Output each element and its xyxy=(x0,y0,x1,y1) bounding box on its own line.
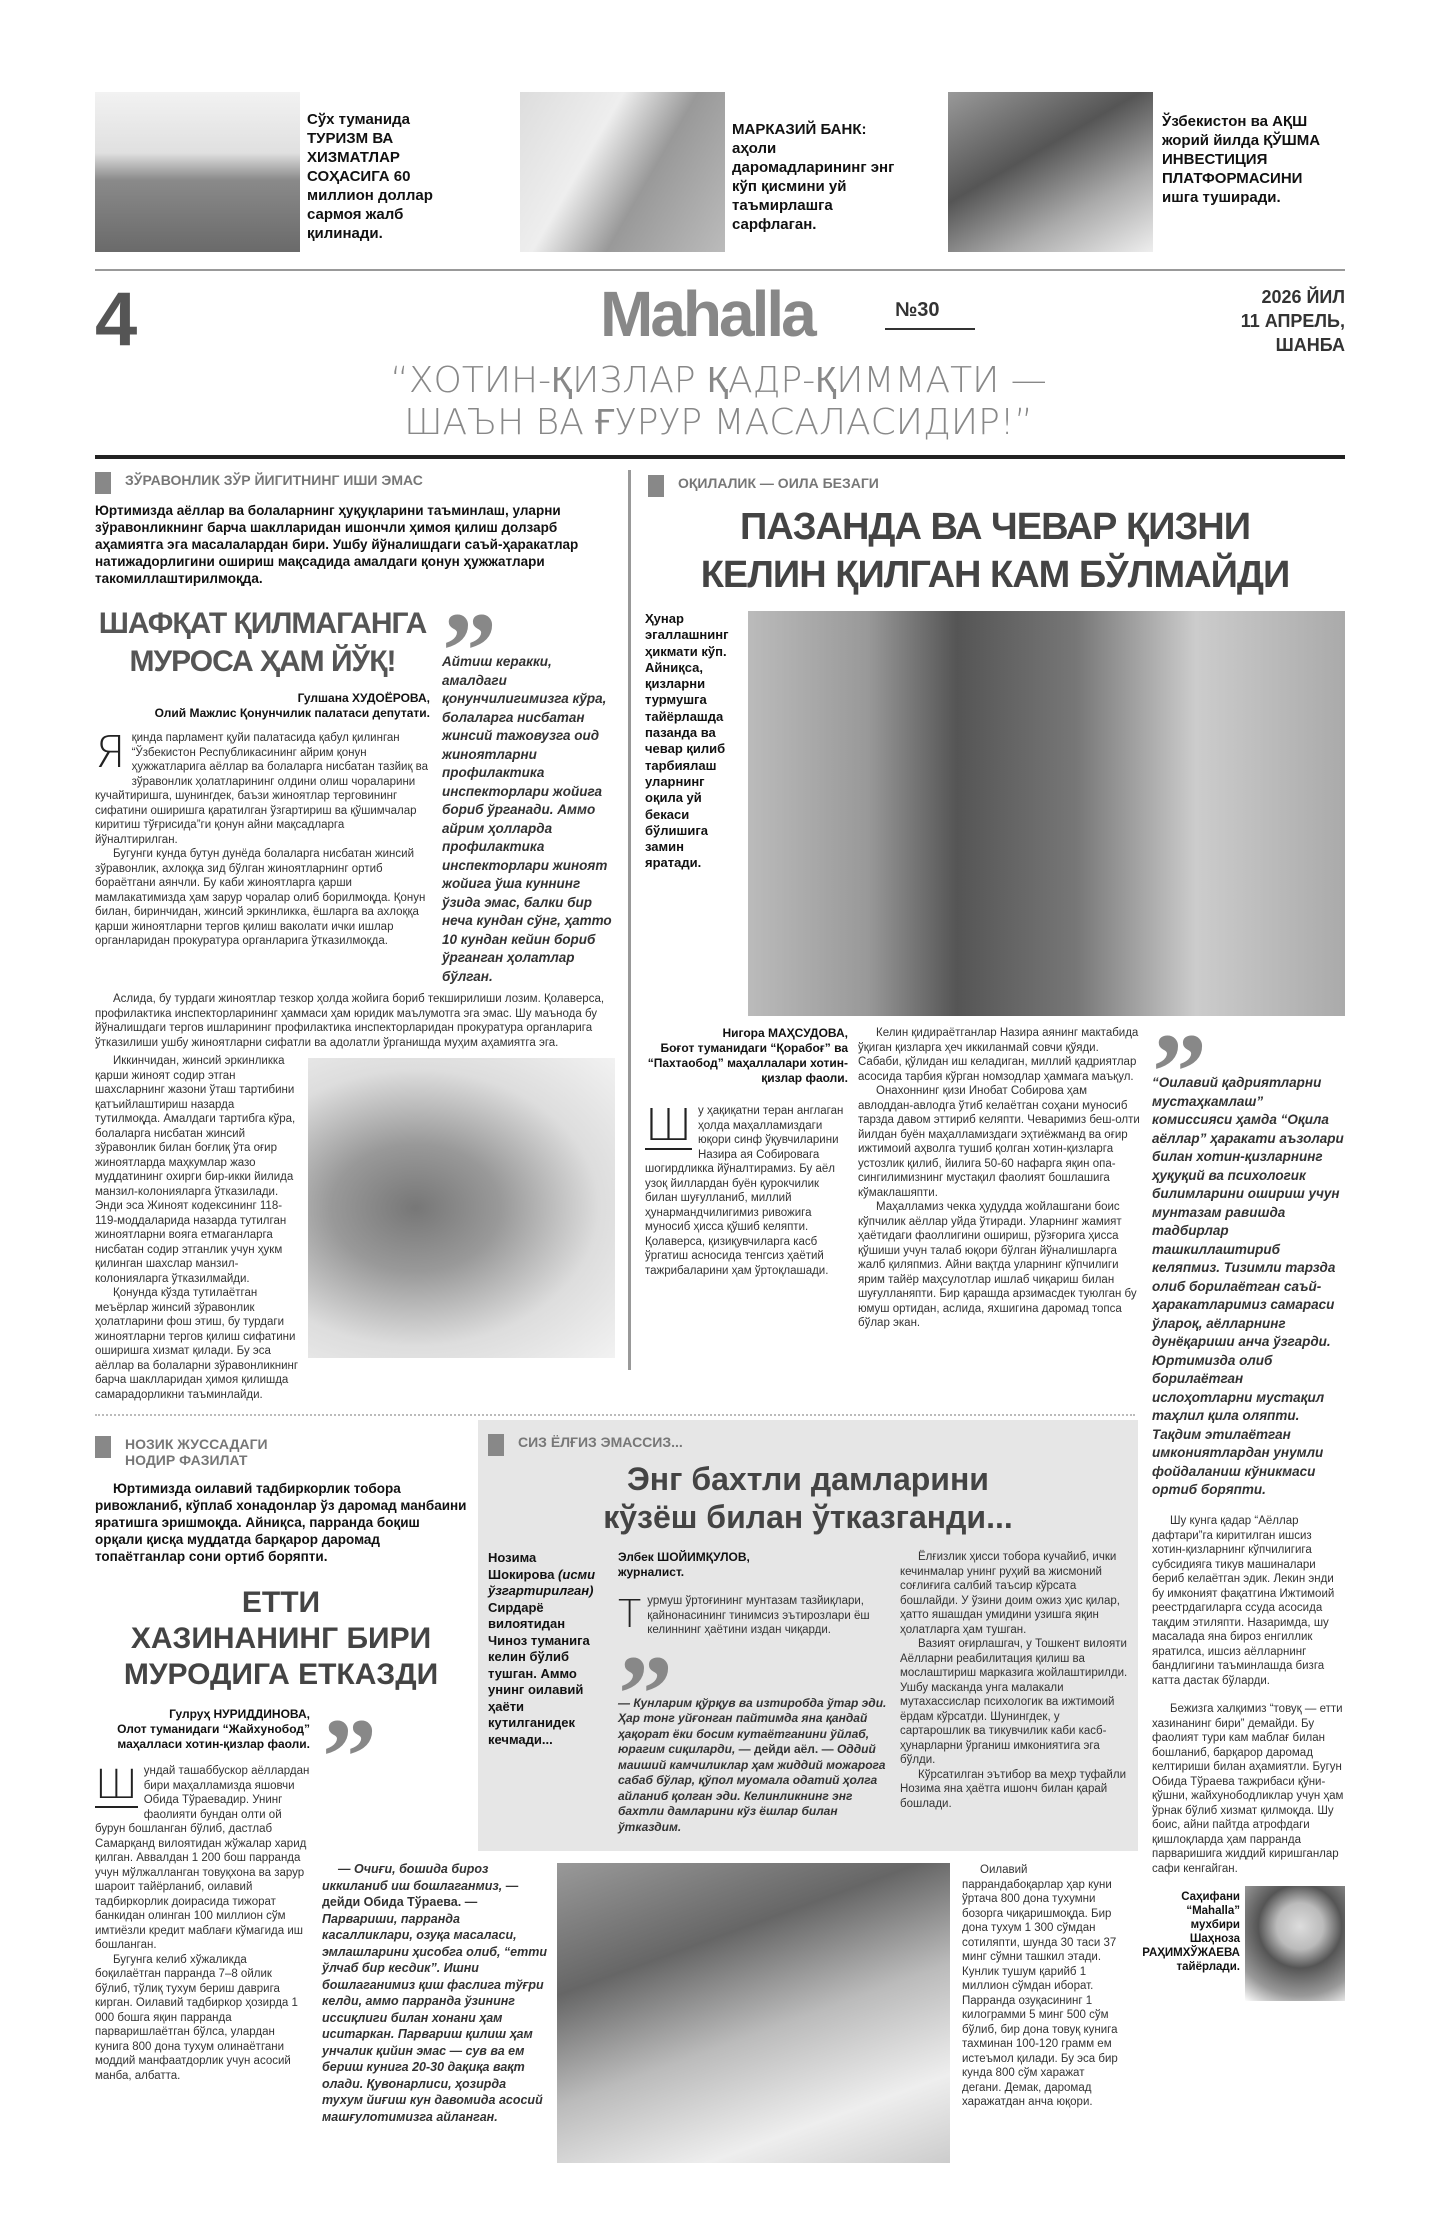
slogan xyxy=(0,360,1437,444)
article2-author-title: Боғот туманидаги “Қорабоғ” ва “Пахтаобод” маҳаллалари хотин-қизлар фаоли. xyxy=(647,1041,848,1085)
article3-pullquote-block xyxy=(322,1707,467,1759)
date-year: 2026 ЙИЛ xyxy=(1261,287,1345,307)
article1-headline-line2: МУРОСА ҲАМ ЙЎҚ! xyxy=(129,645,396,678)
article2-photo-women[interactable] xyxy=(748,611,1345,1016)
article4-headline-line2: кўзёш билан ўтказганди... xyxy=(603,1499,1013,1535)
date-day: 11 АПРЕЛЬ, xyxy=(1240,311,1345,331)
column-divider xyxy=(628,470,631,1370)
article4-byline xyxy=(618,1550,888,1580)
article3-headline-line3: МУРОДИГА ЕТКАЗДИ xyxy=(123,1658,439,1691)
article1-kicker: ЗЎРАВОНЛИК ЗЎР ЙИГИТНИНГ ИШИ ЭМАС xyxy=(95,472,495,488)
masthead-divider xyxy=(95,455,1345,459)
dropcap: Ш xyxy=(645,1100,692,1151)
article4-box xyxy=(478,1420,1138,1851)
article2-col2 xyxy=(858,1026,1140,1331)
teaser-3[interactable]: Ўзбекистон ва АҚШ жорий йилда ҚЎШМА ИНВЕСТИЦИЯ ПЛАТФОРМАСИНИ ишга туширади. xyxy=(1162,113,1321,206)
article4-paragraph: Турмуш ўртоғининг мунтазам тазйиқлари, қайнонасининг тинимсиз эътирозлари ёш келиннинг ҳаётини издан чиқарди. xyxy=(618,1594,870,1636)
article4-author: Элбек ШОЙИМҚУЛОВ, xyxy=(618,1550,750,1564)
article4-headline xyxy=(488,1460,1128,1536)
article1-paragraph: Яқинда парламент қуйи палатасида қабул қилинган “Ўзбекистон Республикасининг айрим қонун ҳужжатларига аёллар ва болаларга нисбатан тазйиқ ва зўравонлик ҳолатларининг олдини олиш чораларини кучайтиришга, шунингдек, баъзи жиноятлар терговининг сифатини оширишга қаратилган ўзгартириш ва қўшимчалар киритиш тўғрисида”ги қонун айни мақсадларга йўналтирилган. xyxy=(95,727,429,846)
article3-lead: Юртимизда оилавий тадбиркорлик тобора ривожланиб, кўплаб хонадонлар ўз даромад манбаини яратишга эришмоқда. Айниқса, парранда боқиш орқали қисқа муддатда барқарор даромад топаётганлар сони ортиб боряпти. xyxy=(95,1481,467,1564)
article3-paragraph: Ш ундай ташаббускор аёллардан бири маҳалламизда яшовчи Обида Тўраевадир. Унинг фаолияти бундан олти ой бурун бошланган бўлиб, дастлаб Самарқанд вилоятидан жўжалар харид қилган. Аввалдан 1 200 бош парранда учун мўлжалланган товуқхона ва зарур шароит тайёрланиб, оилавий тадбиркорлик доирасида тижорат банкидан олинган 100 миллион сўм имтиёзли кредит маблағи кўмагида иш бошланган. xyxy=(95,1762,310,1951)
issue-date xyxy=(1241,285,1345,357)
article4-headline-line1: Энг бахтли дамларини xyxy=(627,1461,989,1497)
article1-paragraph: Бугунги кунда бутун дунёда болаларга нисбатан жинсий зўравонлик, ахлоққа зид бўлган жиноятларнинг ортиб бораётгани аянчли. Бу каби жиноятларга қарши мамлакатимизда ҳам зарур чоралар олиб борилмоқда. Қонун билан, биринчидан, жинсий эркинликка, ёшларга ва ахлоққа қарши жиноятларни тергов қилиш ваколати ички ишлар органларидан прокуратура органларига ўтказилмоқда. xyxy=(95,848,426,947)
teaser-1[interactable]: Сўх туманида ТУРИЗМ ВА ХИЗМАТЛАР СОҲАСИГА 60 миллион доллар сармоя жалб қилинади. xyxy=(307,111,433,242)
article1-paragraph: Иккинчидан, жинсий эркинликка қарши жиноят содир этган шахсларнинг жазони ўташ тартибини қатъийлаштириш назарда тутилмоқда. Амалдаги тартибга кўра, болаларга нисбатан жинсий зўравонлик билан боғлиқ ўта оғир жиноятларда маҳкумлар жазо муддатининг охирги бир-икки йилида манзил-колонияларга ўтказилади. Энди эса Жиноят кодексининг 118-119-моддаларида назарда тутилган жиноятларни вояга етмаганларга нисбатан содир этганлик учун ҳукм қилинган шахслар манзил-колонияларга ўтказилмайди. xyxy=(95,1055,296,1285)
slogan-line-1: “ХОТИН-ҚИЗЛАР ҚАДР-ҚИММАТИ — xyxy=(390,360,1047,401)
teaser-photo-flags[interactable] xyxy=(948,92,1153,252)
dropcap: Ш xyxy=(95,1762,138,1808)
credit-line: тайёрлади. xyxy=(1176,1961,1240,1973)
issue-underline xyxy=(885,328,975,330)
credit-line: Шаҳноза xyxy=(1189,1933,1240,1945)
quote-mark-icon xyxy=(442,601,615,653)
article3-paragraph: Бугунга келиб хўжаликда боқилаётган парранда 7–8 ойлик бўлиб, тўлиқ тухум бериш даврига кирган. Оилавий тадбиркор ҳозирда 1 000 бошга яқин парранда парваришлаётган бўлса, улардан кунига 800 дона тухум олинаётгани моддий манфаатдорлик учун асосий манба, албатта. xyxy=(95,1953,298,2082)
credit-line: Саҳифани xyxy=(1181,1891,1240,1903)
article3-headline-line2: ХАЗИНАНИНГ БИРИ xyxy=(130,1622,432,1655)
article1-paragraph: Қонунда кўзда тутилаётган меъёрлар жинсий зўравонлик ҳолатларини фош этиш, бу турдаги жиноятларни тергов қилиш сифатини оширишга хизмат қилади. Бу эса аёллар ва болаларни зўравонликнинг барча шаклларидан ҳимоя қилишда самарадорликни таъминлайди. xyxy=(95,1287,299,1401)
article2-headline xyxy=(645,503,1345,599)
article3-photo-poultry[interactable] xyxy=(557,1863,950,2163)
article2-paragraph: Ш у ҳақиқатни теран англаган ҳолда маҳалламиздаги юқори синф ўқувчиларини Назира ая Собировага шогирдликка йўналтирамиз. Бу аёл узоқ йиллардан буён қурокчилик билан шуғулланиб, миллий ҳунармандчилигимиз ривожига муносиб ҳисса қўшиб келяпти. Қолаверса, қизиқувчиларга касб ўргатиш асносида тенгсиз ҳаётий тажрибаларини ҳам ўртоқлашади. xyxy=(645,1100,844,1277)
article3-col4: Бежизга халқимиз “товуқ — етти хазинанинг бири” демайди. Бу фаолият тури кам маблағ билан бошланиб, барқарор даромад келтириши билан аҳамиятли. Бугун Обида Тўраева тажрибаси қўни-қўшни, жайхунободликлар учун ҳам ўрнак бўлиб хизмат қилмоқда. Шу боис, айни пайтда атрофдаги қишлоқларда ҳам парранда парваришига жиддий киришганлар сафи кенгайган. xyxy=(1152,1703,1344,1875)
article4-lead: Нозима Шокирова (исми ўзгартирилган) Сирдарё вилоятидан Чиноз туманига келин бўлиб тушган. Аммо унинг оилавий ҳаёти кутилганидек кечмади... xyxy=(488,1550,596,1747)
article3-headline-line1: ЕТТИ xyxy=(241,1586,321,1619)
article3-pullquote: — Очиғи, бошида бироз иккиланиб иш бошлаганмиз, — дейди Обида Тўраева. — Парвариши, парранда касалликлари, озуқа масаласи, эмлашларини ҳисобга олиб, “етти ўлчаб бир кесдик”. Ишни бошлаганимиз қиш фаслига тўғри келди, аммо парранда ўзининг иссиқлиги билан хонани ҳам иситаркан. Парвариш қилиш ҳам унчалик қийин эмас — сув ва ем бериш кунига 20-30 дақиқа вақт олади. Қувонарлиси, ҳозирда тухум йиғиш кун давомида асосий машғулотимизга айланган. xyxy=(322,1862,547,2124)
article3-col1 xyxy=(95,1764,310,2083)
reporter-photo xyxy=(1245,1886,1345,2001)
article3-byline xyxy=(95,1707,310,1752)
article1-paragraph-wide: Аслида, бу турдаги жиноятлар тезкор ҳолда жойига бориб текширилиши лозим. Қолаверса, профилактика инспекторларининг ҳаммаси ҳам юридик маълумотга эга эмас. Шу маънода бу йўналишдаги тергов ишларининг профилактика инспекторларидан прокуратура органларига ўтказилиши ушбу жиноятларни сифатли ва адолатли ўрганишда муҳим аҳамиятга эга. xyxy=(95,993,605,1049)
top-divider xyxy=(95,269,1345,271)
article3-headline xyxy=(95,1585,467,1693)
article1-pullquote: Айтиш керакки, амалдаги қонунчилигимизга кўра, болаларга нисбатан жинсий тажовузга оид жиноятларни профилактика инспекторлари жойига бориб ўрганади. Аммо айрим ҳолларда профилактика инспекторлари жиноят жойига ўша куннинг ўзида эмас, балки бир неча кундан сўнг, ҳатто 10 кундан кейин бориб ўрганган ҳолатлар бўлган. xyxy=(442,654,612,984)
article2-kicker: ОҚИЛАЛИК — ОИЛА БЕЗАГИ xyxy=(648,475,1048,491)
article3-kicker xyxy=(95,1436,465,1468)
article1-pullquote-block xyxy=(442,601,615,986)
article4-paragraph: Кўрсатилган эътибор ва меҳр туфайли Нозима яна ҳаётга ишонч билан қарай бошлади. xyxy=(900,1768,1126,1810)
dropcap: Я xyxy=(95,727,126,778)
section-divider-dotted xyxy=(95,1414,1135,1416)
article2-pullquote: “Оилавий қадриятларни мустаҳкамлаш” комиссияси ҳамда “Оқила аёллар” ҳаракати аъзолари билан хотин-қизларнинг ҳуқуқий ва психологик билимларини ошириш учун мунтазам равишда тадбирлар ташкиллаштириб келяпмиз. Тизимли тарзда олиб борилаётган саъй-ҳаракатларимиз самараси ўлароқ, аёлларнинг дунёқариши анча ўзгарди. Юртимизда олиб борилаётган ислоҳотларни мустақил таҳлил қила оляпти. Тақдим этилаётган имкониятлардан унумли фойдаланиш кўникмаси ортиб боряпти. xyxy=(1152,1075,1344,1497)
quote-mark-icon xyxy=(322,1707,467,1759)
article3-author-title: Олот туманидаги “Жайхунобод” маҳалласи хотин-қизлар фаоли. xyxy=(117,1722,310,1751)
article1-byline xyxy=(95,691,430,721)
article2-paragraph: Онахоннинг қизи Инобат Собирова ҳам авлоддан-авлодга ўтиб келаётган соҳани муносиб тарзда давом эттириб келяпти. Чеваримиз беш-олти йилдан буён маҳалламиздаги эҳтиёжманд ва оғир ижтимоий аҳволга тушиб қолган хотин-қизларга устозлик қилиб, йилига 50-60 нафарга яқин опа-сингилимизнинг мустақил фаолият бошлашига кўмаклашяпти. xyxy=(858,1085,1140,1199)
article2-author: Нигора МАҲСУДОВА, xyxy=(722,1026,848,1040)
article4-author-title: журналист. xyxy=(618,1565,685,1579)
article4-kicker: СИЗ ЁЛҒИЗ ЭМАССИЗ... xyxy=(488,1434,1128,1450)
page-number: 4 xyxy=(95,277,138,362)
article3-author: Гулруҳ НУРИДДИНОВА, xyxy=(169,1707,310,1721)
article4-paragraph: Вазият оғирлашгач, у Тошкент вилояти Аёлларни реабилитация қилиш ва мослаштириш марказига жойлаштирилди. Ушбу масканда унга малакали мутахассислар психологик ва ижтимоий ёрдам кўрсатди. Шунингдек, у сартарошлик ва тикувчилик каби касб-ҳунарларни ўрганиш имкониятига эга бўлди. xyxy=(900,1638,1128,1766)
slogan-line-2: ШАЪН ВА ҒУРУР МАСАЛАСИДИР!” xyxy=(404,402,1033,443)
masthead-logo: Mahalla xyxy=(600,278,814,350)
article3-kicker-line1: НОЗИК ЖУССАДАГИ xyxy=(125,1436,268,1452)
quote-mark-icon xyxy=(1152,1022,1345,1074)
article2-col3: Шу кунга қадар “Аёллар дафтари”га киритилган ишсиз хотин-қизларнинг кўпчилигига субсидияга тикув машиналари бериб келаётган эдик. Лекин энди бу имконият фақатгина Ижтимоий реестрдагиларга ссуда асосида тақдим этиляпти. Назаримда, шу масалада яна бироз енгиллик яратилса, ишсиз аёлларнинг бандлигини таъминлашда бизга катта дастак бўларди. xyxy=(1152,1515,1335,1687)
article1-body-top xyxy=(95,727,430,949)
article4-paragraph: Ёлғизлик ҳисси тобора кучайиб, ички кечинмалар унинг руҳий ва жисмоний соғлиғига салбий таъсир кўрсата бошлайди. У ўзини доим ожиз ҳис қилар, ҳатто яшашдан умидини узишга яқин ҳолатларга ҳам тушган. xyxy=(900,1551,1120,1636)
article2-headline-line1: ПАЗАНДА ВА ЧЕВАР ҚИЗНИ xyxy=(739,506,1251,548)
article2-headline-line2: КЕЛИН ҚИЛГАН КАМ БЎЛМАЙДИ xyxy=(700,554,1290,596)
issue-number: №30 xyxy=(895,299,940,321)
article2-byline xyxy=(645,1026,848,1086)
dropcap: Т xyxy=(618,1594,642,1636)
teaser-2[interactable]: МАРКАЗИЙ БАНК: аҳоли даромадларининг энг кўп қисмини уй таъмирлашга сарфлаган. xyxy=(732,121,895,233)
credit-line: РАҲИМХЎЖАЕВА xyxy=(1142,1947,1240,1959)
article1-headline-line1: ШАФҚАТ ҚИЛМАГАНГА xyxy=(98,607,427,640)
credit-line: “Mahalla” мухбири xyxy=(1186,1905,1240,1931)
article1-headline xyxy=(95,605,430,681)
article1-author: Гулшана ХУДОЁРОВА, xyxy=(297,691,430,705)
teaser-photo-money[interactable] xyxy=(520,92,725,252)
page-credit xyxy=(1140,1890,1240,1974)
article3-col3: Оилавий паррандабоқарлар ҳар куни ўртача 800 дона тухумни бозорга чиқаришмоқда. Бир дона тухум 1 300 сўмдан сотиляпти, шунда 30 таси 37 минг сўмни ташкил этади. Кунлик тушум қарийб 1 миллион сўмдан иборат. Парранда озуқасининг 1 килограмми 5 минг 500 сўм бўлиб, бир дона товуқ кунига тахминан 100-120 грамм ем истеъмол қилади. Бу эса бир кунда 800 сўм харажат дегани. Демак, даромад харажатдан анча юқори. xyxy=(962,1864,1118,2108)
teaser-photo-mountains[interactable] xyxy=(95,92,300,252)
article2-pullquote-block xyxy=(1152,1022,1345,1500)
article4-col3 xyxy=(900,1550,1128,1811)
quote-mark-icon xyxy=(618,1644,888,1696)
article1-photo-handcuffs[interactable] xyxy=(308,1058,615,1358)
article1-lead: Юртимизда аёллар ва болаларнинг ҳуқуқларини таъминлаш, уларни зўравонликнинг барча шаклларидан ишончли ҳимоя қилиш долзарб аҳамиятга эга масалалардан бири. Ушбу йўналишдаги саъй-ҳаракатлар натижадорлигини ошириш мақсадида амалдаги қонун ҳужжатлари такомиллаштирилмоқда. xyxy=(95,503,579,586)
article4-pullquote: — Кунларим қўрқув ва изтиробда ўтар эди. Ҳар тонг уйғонган пайтимда яна қандай ҳақорат ёки босим кутаётганини ўйлаб, юрагим сиқиларди, — дейди аёл. — Оддий маиший камчиликлар ҳам жиддий можарога сабаб бўлар, қўпол муомала одатий ҳолга айланиб қолган эди. Келинликнинг энг бахтли дамларини кўз ёшлар билан ўтказдим. xyxy=(618,1695,887,1834)
article2-paragraph: Маҳалламиз чекка ҳудудда жойлашгани боис кўпчилик аёллар уйда ўтиради. Уларнинг жамият ҳаётидаги фаоллигини ошириш, рўзғорига ҳисса қўшиши учун талаб юқори бўлган йўналишларга жалб қиляпмиз. Айни вақтда уларнинг кўпчилиги ярим тайёр маҳсулотлар ишлаб чиқариш билан шуғулланяпти. Бир қарашда арзимасдек туюлган бу юмуш ортидан, аслида, яхшигина даромад топса бўлар экан. xyxy=(858,1201,1137,1329)
article2-lead: Ҳунар эгаллашнинг ҳикмати кўп. Айниқса, қизларни турмушга тайёрлашда пазанда ва чевар қилиб тарбиялаш уларнинг оқила уй бекаси бўлишига замин яратади. xyxy=(645,611,729,871)
article3-kicker-line2: НОДИР ФАЗИЛАТ xyxy=(125,1452,248,1468)
article2-col1 xyxy=(645,1026,848,1278)
date-weekday: ШАНБА xyxy=(1275,335,1345,355)
article1-body-bottom xyxy=(95,1054,300,1402)
article1-author-title: Олий Мажлис Қонунчилик палатаси депутати. xyxy=(154,706,430,720)
article2-paragraph: Келин қидираётганлар Назира аянинг мактабида ўқиган қизларга ҳеч иккиланмай совчи қўяди. Сабаби, қўлидан иш келадиган, миллий қадриятлар асосида тарбия кўрган номзодлар ҳаммага маъқул. xyxy=(858,1027,1139,1083)
